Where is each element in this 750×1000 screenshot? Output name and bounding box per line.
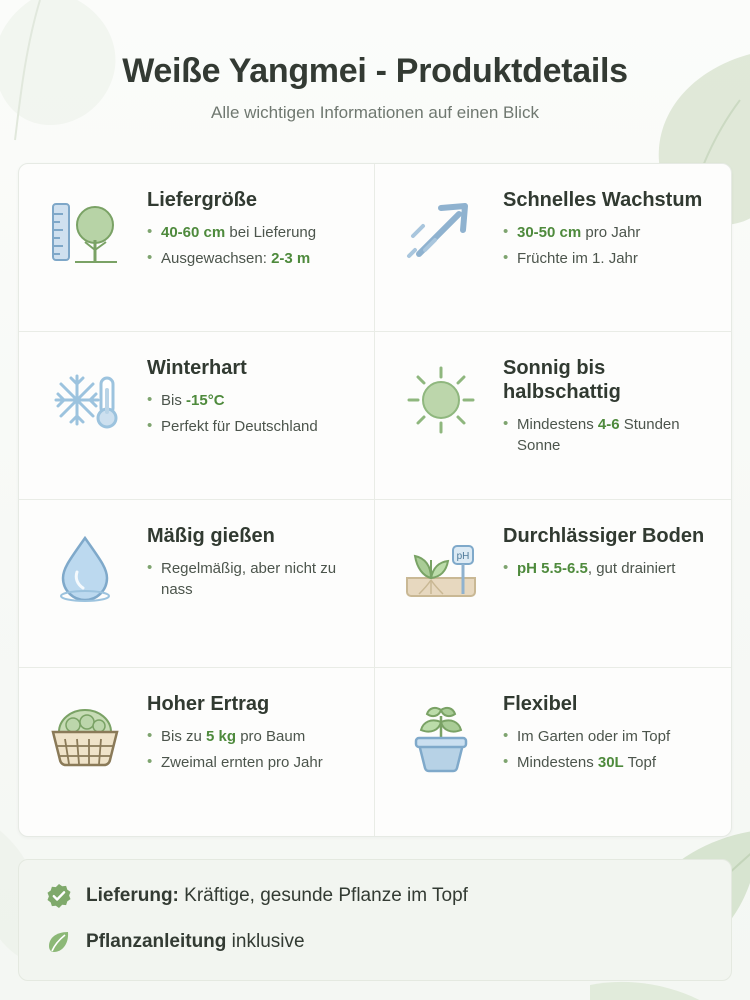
feature-bullets [147,222,356,270]
ruler-tree-icon [39,186,131,278]
footer-panel [18,859,732,981]
list-item: • 30-50 cm pro Jahr [503,222,713,243]
feature-cell-winterhart [19,332,375,500]
list-item: • Früchte im 1. Jahr [503,248,713,269]
feature-bullets [147,726,356,774]
list-item: • Bis -15°C [147,390,356,411]
footer-row-pflanzanleitung [45,928,709,956]
feature-cell-boden [375,500,731,668]
feature-bullets [147,558,356,601]
water-drop-icon [39,522,131,614]
svg-text:pH: pH [456,551,470,562]
feature-cell-flexibel [375,668,731,836]
list-item: • Ausgewachsen: 2-3 m [147,248,356,269]
snowflake-thermometer-icon [39,354,131,446]
feature-title: Winterhart [147,357,247,379]
list-item: • Bis zu 5 kg pro Baum [147,726,356,747]
growth-arrow-icon [395,186,487,278]
footer-text: Lieferung: Kräftige, gesunde Pflanze im Topf [86,885,468,906]
list-item: • Zweimal ernten pro Jahr [147,752,356,773]
page-subtitle: Alle wichtigen Informationen auf einen Blick [211,103,539,122]
ph-soil-meter-icon [395,522,487,614]
feature-title: Liefergröße [147,189,258,211]
footer-text: Pflanzanleitung inklusive [86,931,305,952]
feature-bullets [503,222,713,270]
list-item: • pH 5.5-6.5, gut drainiert [503,558,713,579]
feature-cell-liefergroesse [19,164,375,332]
feature-bullets [147,390,356,438]
list-item: • Regelmäßig, aber nicht zu nass [147,558,356,601]
feature-title: Durchlässiger Boden [503,525,705,547]
footer-row-lieferung [45,882,709,910]
list-item: • 40-60 cm bei Lieferung [147,222,356,243]
leaf-icon [45,928,73,956]
feature-grid [19,164,731,836]
sun-icon [395,354,487,446]
list-item: • Perfekt für Deutschland [147,416,356,437]
feature-title: Mäßig gießen [147,525,275,547]
feature-title: Sonnig bis halbschattig [503,357,621,403]
page-title: Weiße Yangmei - Produktdetails [122,52,628,90]
feature-bullets [503,414,713,457]
feature-cell-sonnig [375,332,731,500]
potted-plant-icon [395,690,487,782]
feature-cell-giessen [19,500,375,668]
check-badge-icon [45,882,73,910]
feature-cell-ertrag [19,668,375,836]
feature-card [18,163,732,837]
list-item: • Mindestens 4-6 Stunden Sonne [503,414,713,457]
feature-cell-wachstum [375,164,731,332]
feature-title: Schnelles Wachstum [503,189,703,211]
list-item: • Mindestens 30L Topf [503,752,713,773]
harvest-basket-icon [39,690,131,782]
list-item: • Im Garten oder im Topf [503,726,713,747]
feature-bullets [503,726,713,774]
feature-title: Flexibel [503,693,578,715]
feature-bullets [503,558,713,579]
feature-title: Hoher Ertrag [147,693,270,715]
page-header [0,0,750,153]
